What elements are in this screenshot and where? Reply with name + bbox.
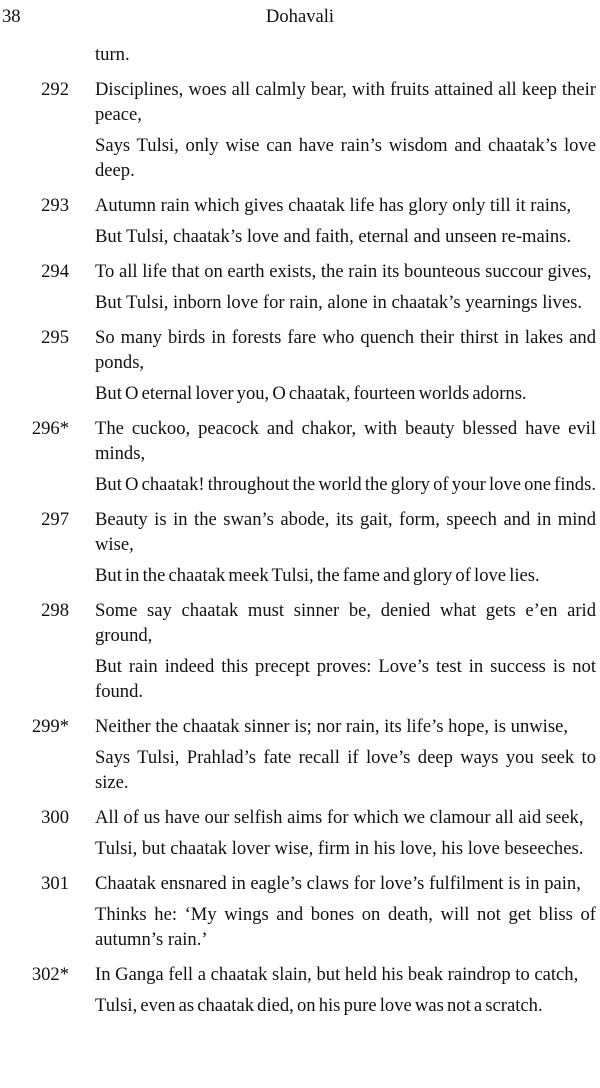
verse-number: 292: [41, 79, 69, 100]
verse-number: 302*: [31, 964, 69, 985]
verse-line-1: Disciplines, woes all calmly bear, with fruits attained all keep their peace,: [95, 79, 596, 125]
verse-line-1: Autumn rain which gives chaatak life has glory only till it rains,: [95, 195, 572, 216]
running-title: Dohavali: [265, 6, 335, 27]
verse-number: 300: [41, 807, 69, 828]
continued-line: turn.: [95, 44, 130, 65]
verse-line-1: The cuckoo, peacock and chakor, with beauty blessed have evil minds,: [95, 418, 596, 464]
verse-line-2: Says Tulsi, Prahlad’s fate recall if love’s deep ways you seek to size.: [95, 747, 596, 793]
verse-number: 301: [41, 873, 69, 894]
verse-line-2: But Tulsi, inborn love for rain, alone in chaatak’s yearnings lives.: [95, 292, 582, 313]
verse-line-2: But rain indeed this precept proves: Love’s test in success is not found.: [95, 656, 596, 702]
verse: [0, 325, 600, 406]
verse-line-1: To all life that on earth exists, the rain its bounteous succour gives,: [95, 261, 592, 282]
verse-line-1: In Ganga fell a chaatak slain, but held his beak raindrop to catch,: [95, 964, 579, 985]
verse-number: 295: [41, 327, 69, 348]
verse-number: 299*: [31, 716, 69, 737]
page-header: [0, 4, 600, 30]
verse-line-1: Some say chaatak must sinner be, denied what gets e’en arid ground,: [95, 600, 596, 646]
page-number: 38: [2, 6, 21, 27]
verse-line-2: But Tulsi, chaatak’s love and faith, eternal and unseen re-mains.: [95, 226, 572, 247]
verse-number: 297: [41, 509, 69, 530]
verse-line-2: Says Tulsi, only wise can have rain’s wisdom and chaatak’s love deep.: [95, 135, 596, 181]
verse: [0, 714, 600, 795]
verse: [0, 598, 600, 704]
verse-line-2: But in the chaatak meek Tulsi, the fame and glory of love lies.: [95, 565, 540, 586]
verse-line-2: But O eternal lover you, O chaatak, fourteen worlds adorns.: [95, 383, 527, 404]
verse-number: 293: [41, 195, 69, 216]
verse-line-2: But O chaatak! throughout the world the glory of your love one finds.: [95, 474, 596, 495]
verse-number: 296*: [31, 418, 69, 439]
verse: [0, 77, 600, 183]
verse: [0, 507, 600, 588]
verse-list: [0, 42, 600, 1028]
verse-line-1: Chaatak ensnared in eagle’s claws for love’s fulfilment is in pain,: [95, 873, 581, 894]
verse-line-2: Tulsi, even as chaatak died, on his pure love was not a scratch.: [95, 995, 543, 1016]
verse: [0, 805, 600, 861]
verse-line-2: Tulsi, but chaatak lover wise, firm in his love, his love beseeches.: [95, 838, 584, 859]
verse-line-1: All of us have our selfish aims for which we clamour all aid seek,: [95, 807, 584, 828]
verse-line-2: Thinks he: ‘My wings and bones on death, will not get bliss of autumn’s rain.’: [95, 904, 596, 950]
verse: [0, 259, 600, 315]
verse-line-1: Neither the chaatak sinner is; nor rain, its life’s hope, is unwise,: [95, 716, 568, 737]
verse: [0, 193, 600, 249]
verse: [0, 871, 600, 952]
verse-number: 294: [41, 261, 69, 282]
verse-line-1: Beauty is in the swan’s abode, its gait, form, speech and in mind wise,: [95, 509, 596, 555]
verse-line-1: So many birds in forests fare who quench their thirst in lakes and ponds,: [95, 327, 596, 373]
verse: [0, 962, 600, 1018]
verse-number: 298: [41, 600, 69, 621]
verse: [0, 416, 600, 497]
